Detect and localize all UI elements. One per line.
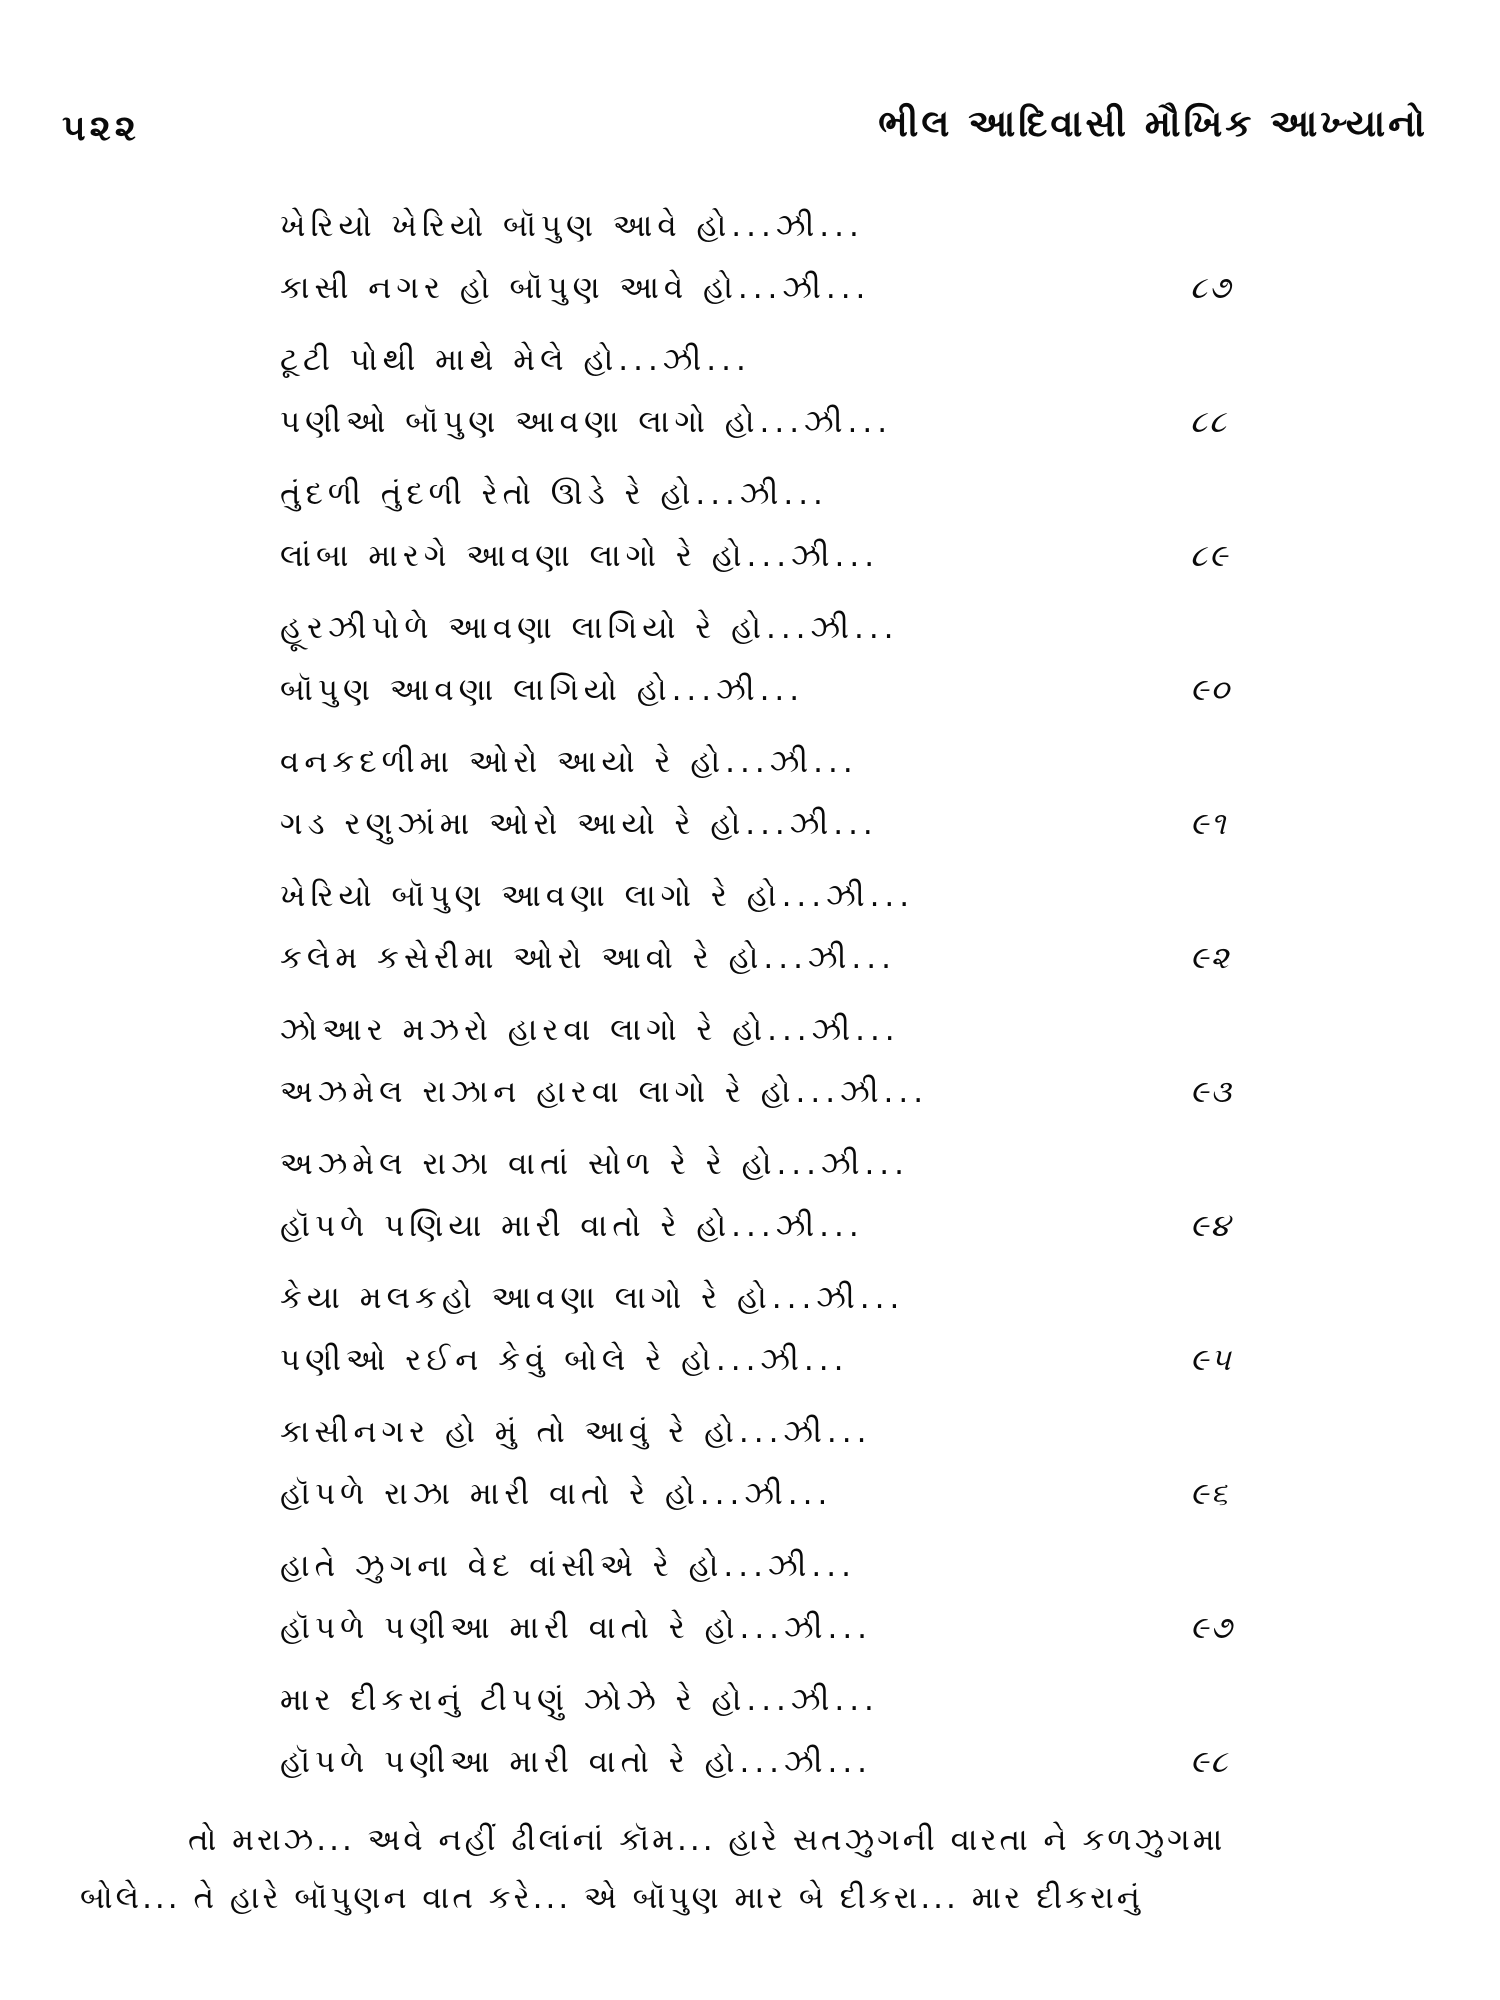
verse-number: ૯૦: [1190, 672, 1232, 708]
verse-number: ૯૧: [1190, 806, 1228, 842]
page-number: ૫૨૨: [62, 108, 140, 149]
verse-line: કાસી નગર હો બૉપુણ આવે હો...ઝી...: [280, 270, 871, 306]
verse-number: ૯૮: [1190, 1744, 1230, 1780]
verse-line: બૉપુણ આવણા લાગિયો હો...ઝી...: [280, 672, 805, 708]
verse-line: ટૂટી પોથી માથે મેલે હો...ઝી...: [280, 342, 751, 378]
verse-line: હૉપળે પણિયા મારી વાતો રે હો...ઝી...: [280, 1208, 864, 1244]
prose-line: તો મરાઝ... અવે નહીં ઢીલાંનાં કૉમ... હારે સતઝુગની વારતા ને કળઝુગમા: [188, 1822, 1226, 1858]
stanza: [280, 1138, 1280, 1272]
verse-line: માર દીકરાનું ટીપણું ઝોઝે રે હો...ઝી...: [280, 1682, 879, 1718]
verse-number: ૯૭: [1190, 1610, 1234, 1646]
verse-line: કલેમ કસેરીમા ઓરો આવો રે હો...ઝી...: [280, 940, 896, 976]
verse-line: હાતે ઝુગના વેદ વાંસીએ રે હો...ઝી...: [280, 1548, 856, 1584]
verse-line: પણીઓ રઈન કેવું બોલે રે હો...ઝી...: [280, 1342, 849, 1378]
stanza: [280, 870, 1280, 1004]
verse-line: ખેરિયો બૉપુણ આવણા લાગો રે હો...ઝી...: [280, 878, 915, 914]
verse-number: ૯૩: [1190, 1074, 1233, 1110]
verse-number: ૮૮: [1190, 404, 1229, 440]
stanza: [280, 200, 1280, 334]
stanza: [280, 1540, 1280, 1674]
stanza: [280, 1004, 1280, 1138]
verse-list: [280, 200, 1280, 1808]
verse-line: હૉપળે રાઝા મારી વાતો રે હો...ઝી...: [280, 1476, 833, 1512]
stanza: [280, 736, 1280, 870]
prose-paragraph: [80, 1822, 1440, 1938]
verse-line: ગડ રણુઝાંમા ઓરો આયો રે હો...ઝી...: [280, 806, 878, 842]
verse-line: અઝમેલ રાઝાન હારવા લાગો રે હો...ઝી...: [280, 1074, 929, 1110]
prose-line: બોલે... તે હારે બૉપુણન વાત કરે... એ બૉપુણ માર બે દીકરા... માર દીકરાનું: [80, 1880, 1143, 1916]
verse-line: કાસીનગર હો મું તો આવું રે હો...ઝી...: [280, 1414, 872, 1450]
verse-number: ૯૪: [1190, 1208, 1232, 1244]
verse-line: વનકદળીમા ઓરો આયો રે હો...ઝી...: [280, 744, 858, 780]
verse-line: હૂરઝીપોળે આવણા લાગિયો રે હો...ઝી...: [280, 610, 899, 646]
verse-line: હૉપળે પણીઆ મારી વાતો રે હો...ઝી...: [280, 1610, 873, 1646]
stanza: [280, 334, 1280, 468]
verse-line: હૉપળે પણીઆ મારી વાતો રે હો...ઝી...: [280, 1744, 873, 1780]
stanza: [280, 1272, 1280, 1406]
verse-line: ખેરિયો ખેરિયો બૉપુણ આવે હો...ઝી...: [280, 208, 864, 244]
verse-line: કેયા મલકહો આવણા લાગો રે હો...ઝી...: [280, 1280, 905, 1316]
stanza: [280, 602, 1280, 736]
verse-line: ઝોઆર મઝરો હારવા લાગો રે હો...ઝી...: [280, 1012, 900, 1048]
stanza: [280, 1674, 1280, 1808]
stanza: [280, 468, 1280, 602]
verse-line: પણીઓ બૉપુણ આવણા લાગો હો...ઝી...: [280, 404, 893, 440]
verse-number: ૮૯: [1190, 538, 1230, 574]
verse-line: અઝમેલ રાઝા વાતાં સોળ રે રે હો...ઝી...: [280, 1146, 910, 1182]
verse-number: ૮૭: [1190, 270, 1233, 306]
verse-line: તુંદળી તુંદળી રેતો ઊડે રે હો...ઝી...: [280, 476, 828, 512]
verse-line: લાંબા મારગે આવણા લાગો રે હો...ઝી...: [280, 538, 880, 574]
verse-number: ૯૫: [1190, 1342, 1233, 1378]
running-title: ભીલ આદિવાસી મૌખિક આખ્યાનો: [878, 102, 1428, 145]
verse-number: ૯૬: [1190, 1476, 1230, 1512]
verse-number: ૯૨: [1190, 940, 1231, 976]
stanza: [280, 1406, 1280, 1540]
